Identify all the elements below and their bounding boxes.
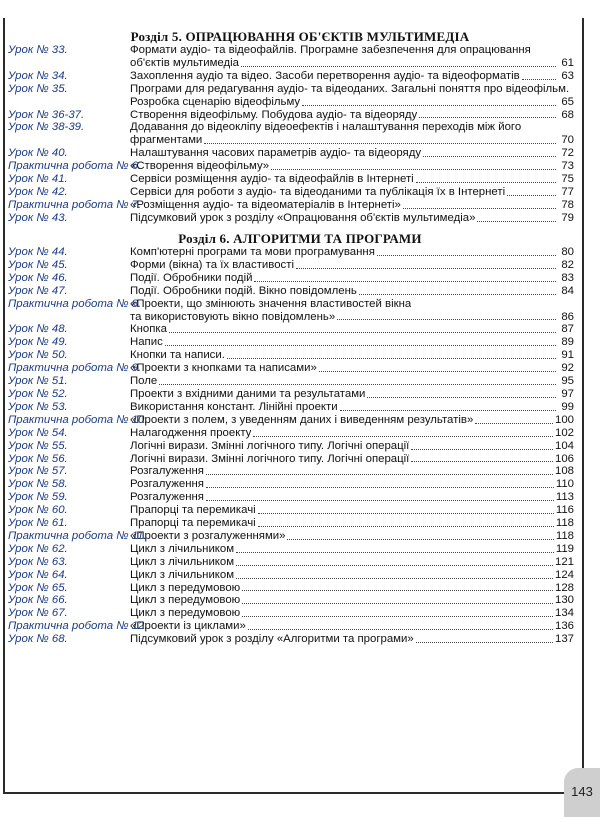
dot-leader (296, 268, 556, 269)
toc-entry (8, 414, 574, 427)
toc-entry (8, 530, 574, 543)
toc-entry-label: Урок № 35. (8, 82, 68, 95)
dot-leader (302, 105, 556, 106)
toc-entry (8, 607, 574, 620)
toc-entry-title: Програми для редагування аудіо- та відеоданих. Загальні поняття про відеофільм. (130, 82, 570, 95)
toc-entry-title: Логічні вирази. Змінні логічного типу. Логічні операції (130, 452, 410, 465)
dot-leader (287, 539, 553, 540)
toc-entry (8, 491, 574, 504)
toc-entry-page: 108 (554, 465, 574, 478)
toc-entry-label: Практична робота № 6. (8, 160, 142, 173)
toc-entry (8, 362, 574, 375)
toc-entry-page: 63 (561, 69, 574, 82)
toc-entry (8, 388, 574, 401)
toc-entry-title: «Проекти з кнопками та написами» (130, 362, 317, 375)
toc-entry-title: Цикл з лічильником (130, 568, 235, 581)
toc-entry-title: Цикл з лічильником (130, 555, 235, 568)
toc-entry-label: Урок № 63. (8, 555, 68, 568)
dot-leader (340, 410, 556, 411)
toc-entry-title: Напис (130, 336, 163, 349)
dot-leader (411, 449, 553, 450)
toc-entry-label: Практична робота № 12. (8, 620, 148, 633)
toc-entry-label: Урок № 52. (8, 387, 68, 400)
dot-leader (241, 66, 556, 67)
toc-entry-page: 136 (554, 620, 574, 633)
toc-entry-title: Поле (130, 375, 158, 388)
toc-entry-page: 83 (561, 271, 574, 284)
dot-leader (236, 578, 553, 579)
toc-entry (8, 556, 574, 569)
dot-leader (236, 565, 553, 566)
toc-entry-page: 80 (561, 246, 574, 258)
section-5-toc (8, 44, 574, 225)
toc-entry-title: Розгалуження (130, 491, 204, 504)
toc-entry-title-continued: фрагментами (130, 134, 203, 147)
toc-entry (8, 465, 574, 478)
toc-entry-page: 121 (554, 555, 574, 568)
dot-leader (416, 642, 553, 643)
toc-entry-title: Створення відеофільму. Побудова аудіо- та відеоряду (130, 108, 418, 121)
toc-entry (8, 272, 574, 285)
toc-entry-title-continued: об'єктів мультимедіа (130, 56, 240, 69)
dot-leader (411, 461, 553, 462)
dot-leader (377, 255, 556, 256)
dot-leader (236, 552, 554, 553)
section-6-toc (8, 246, 574, 646)
toc-entry-title: Логічні вирази. Змінні логічного типу. Логічні операції (130, 439, 410, 452)
toc-entry (8, 323, 574, 336)
toc-entry-label: Урок № 60. (8, 504, 68, 517)
toc-entry-label: Урок № 58. (8, 478, 68, 491)
toc-entry-title: Розгалуження (130, 465, 204, 478)
dot-leader (271, 169, 556, 170)
toc-entry-label: Урок № 53. (8, 400, 68, 413)
dot-leader (169, 332, 556, 333)
dot-leader (258, 526, 554, 527)
toc-entry (8, 173, 574, 186)
toc-entry-title: Кнопки та написи. (130, 349, 225, 362)
toc-entry-title: Цикл з передумовою (130, 594, 241, 607)
section-5-heading: Розділ 5. ОПРАЦЮВАННЯ ОБ'ЄКТІВ МУЛЬТИМЕДІА (130, 29, 470, 44)
toc-entry-page: 102 (554, 426, 574, 439)
toc-entry (8, 212, 574, 225)
toc-entry (8, 83, 574, 109)
toc-entry-label: Урок № 51. (8, 375, 68, 388)
dot-leader (204, 143, 556, 144)
toc-entry (8, 504, 574, 517)
dot-leader (258, 513, 554, 514)
toc-entry-label: Урок № 62. (8, 542, 68, 555)
toc-entry (8, 44, 574, 70)
toc-entry-title: Події. Обробники подій (130, 271, 253, 284)
toc-entry-title: Налагодження проекту (130, 426, 252, 439)
toc-entry-label: Урок № 44. (8, 246, 68, 258)
toc-entry-label: Урок № 47. (8, 284, 68, 297)
toc-entry-title: Додавання до відеокліпу відеоефектів і налаштування переходів між його (130, 121, 522, 134)
toc-entry-title: Цикл з лічильником (130, 542, 235, 555)
toc-entry-page: 89 (561, 336, 574, 349)
dot-leader (242, 590, 553, 591)
toc-entry-title: Цикл з передумовою (130, 607, 241, 620)
toc-entry-label: Урок № 66. (8, 594, 68, 607)
toc-entry-title: Прапорці та перемикачі (130, 517, 256, 530)
toc-entry (8, 70, 574, 83)
toc-entry (8, 620, 574, 633)
page-number-tab: 143 (564, 768, 600, 817)
toc-entry-label: Урок № 65. (8, 581, 68, 594)
toc-entry-label: Урок № 55. (8, 439, 68, 452)
toc-entry-label: Практична робота № 11. (8, 529, 147, 542)
toc-entry-page: 73 (561, 160, 574, 173)
toc-entry (8, 121, 574, 147)
dot-leader (477, 221, 556, 222)
toc-entry-page: 106 (554, 452, 574, 465)
toc-entry (8, 147, 574, 160)
dot-leader (165, 345, 556, 346)
toc-entry-page: 65 (561, 95, 574, 108)
dot-leader (522, 79, 556, 80)
toc-entry-title: Налаштування часових параметрів аудіо- та відеоряду (130, 147, 422, 160)
toc-entry-page: 84 (561, 284, 574, 297)
toc-entry-title: «Розміщення аудіо- та відеоматеріалів в Інтернеті» (130, 198, 401, 211)
toc-entry-label: Практична робота № 9. (8, 362, 142, 375)
toc-entry-page: 95 (561, 375, 574, 388)
toc-entry-title: Цикл з передумовою (130, 581, 241, 594)
toc-entry-page: 61 (561, 56, 574, 69)
toc-entry-page: 87 (561, 323, 574, 336)
toc-entry-label: Урок № 34. (8, 69, 68, 82)
toc-entry-page: 119 (555, 542, 574, 555)
toc-entry-page: 72 (561, 147, 574, 160)
toc-entry-label: Урок № 67. (8, 607, 68, 620)
toc-entry-page: 68 (561, 108, 574, 121)
dot-leader (242, 603, 553, 604)
dot-leader (159, 384, 556, 385)
dot-leader (206, 500, 554, 501)
toc-entry (8, 633, 574, 646)
toc-entry-title: Події. Обробники подій. Вікно повідомлень (130, 284, 357, 297)
toc-entry (8, 160, 574, 173)
toc-entry (8, 440, 574, 453)
toc-entry-page: 99 (561, 400, 574, 413)
toc-entry-page: 100 (554, 413, 574, 426)
dot-leader (507, 195, 556, 196)
dot-leader (319, 371, 556, 372)
toc-entry (8, 453, 574, 466)
toc-entry-label: Урок № 54. (8, 426, 68, 439)
toc-entry-title: Комп'ютерні програми та мови програмування (130, 246, 375, 258)
toc-entry-title: Прапорці та перемикачі (130, 504, 256, 517)
toc-entry (8, 199, 574, 212)
toc-entry-label: Урок № 64. (8, 568, 68, 581)
toc-entry-label: Урок № 42. (8, 185, 68, 198)
dot-leader (419, 117, 556, 118)
toc-entry-label: Урок № 41. (8, 173, 68, 186)
toc-entry-title: «Проекти, що змінюють значення властивостей вікна (130, 297, 412, 310)
toc-entry-label: Урок № 50. (8, 349, 68, 362)
toc-entry-page: 86 (561, 310, 574, 323)
toc-entry-page: 77 (561, 185, 574, 198)
toc-entry-page: 134 (554, 607, 574, 620)
toc-entry-page: 75 (561, 173, 574, 186)
toc-entry (8, 594, 574, 607)
dot-leader (416, 182, 556, 183)
toc-entry-title: Використання констант. Лінійні проекти (130, 400, 338, 413)
toc-entry-page: 97 (561, 387, 574, 400)
toc-entry (8, 298, 574, 324)
toc-entry-title: «Проекти з розгалуженнями» (130, 529, 286, 542)
toc-entry-title: Розгалуження (130, 478, 204, 491)
toc-entry-page: 78 (561, 198, 574, 211)
toc-entry-title-continued: Розробка сценарію відеофільму (130, 95, 301, 108)
toc-entry-label: Практична робота № 7. (8, 198, 142, 211)
toc-entry-label: Урок № 49. (8, 336, 68, 349)
dot-leader (254, 281, 556, 282)
toc-entry (8, 109, 574, 122)
toc-entry (8, 259, 574, 272)
toc-entry-page: 124 (554, 568, 574, 581)
toc-entry-page: 118 (555, 517, 574, 530)
toc-entry-label: Урок № 57. (8, 465, 68, 478)
toc-entry-title: «Створення відеофільму» (130, 160, 270, 173)
toc-entry-page: 92 (561, 362, 574, 375)
toc-entry (8, 543, 574, 556)
toc-entry-page: 110 (555, 478, 574, 491)
dot-leader (403, 208, 556, 209)
toc-entry-label: Урок № 45. (8, 258, 68, 271)
toc-entry-title: Підсумковий урок з розділу «Опрацювання об'єктів мультимедіа» (130, 211, 476, 224)
toc-entry-title: Сервіси для роботи з аудіо- та відеоданими та публікація їх в Інтернеті (130, 185, 506, 198)
toc-entry-label: Урок № 36-37. (8, 108, 85, 121)
toc-entry (8, 285, 574, 298)
toc-entry-page: 128 (554, 581, 574, 594)
toc-entry-label: Урок № 48. (8, 323, 68, 336)
toc-entry-label: Урок № 46. (8, 271, 68, 284)
toc-entry (8, 336, 574, 349)
toc-entry-label: Практична робота № 8. (8, 297, 142, 310)
toc-entry-label: Практична робота № 10. (8, 413, 148, 426)
dot-leader (359, 294, 556, 295)
toc-entry (8, 186, 574, 199)
dot-leader (206, 474, 553, 475)
toc-entry-label: Урок № 56. (8, 452, 68, 465)
dot-leader (475, 423, 553, 424)
toc-entry (8, 401, 574, 414)
toc-entry-page: 118 (555, 529, 574, 542)
dot-leader (337, 319, 556, 320)
toc-entry-title: «Проекти з полем, з уведенням даних і виведенням результатів» (130, 413, 474, 426)
dot-leader (227, 358, 556, 359)
toc-entry-label: Урок № 68. (8, 633, 68, 646)
dot-leader (253, 436, 553, 437)
toc-entry-title: Підсумковий урок з розділу «Алгоритми та програми» (130, 633, 414, 646)
dot-leader (367, 397, 556, 398)
toc-entry-page: 82 (561, 258, 574, 271)
dot-leader (206, 487, 554, 488)
toc-entry-label: Урок № 43. (8, 211, 68, 224)
toc-entry-page: 137 (554, 633, 574, 646)
toc-entry-page: 91 (561, 349, 574, 362)
toc-entry (8, 478, 574, 491)
section-6-heading: Розділ 6. АЛГОРИТМИ ТА ПРОГРАМИ (178, 231, 422, 246)
toc-entry (8, 427, 574, 440)
dot-leader (423, 156, 556, 157)
toc-entry-title: Формати аудіо- та відеофайлів. Програмне забезпечення для опрацювання (130, 44, 531, 56)
toc-entry-page: 116 (555, 504, 574, 517)
toc-entry-label: Урок № 40. (8, 147, 68, 160)
toc-entry-title: Кнопка (130, 323, 167, 336)
toc-entry (8, 582, 574, 595)
toc-entry-page: 79 (561, 211, 574, 224)
toc-entry-page: 113 (555, 491, 574, 504)
toc-entry-title: Проекти з вхідними даними та результатами (130, 387, 366, 400)
toc-entry-title: Захоплення аудіо та відео. Засоби перетворення аудіо- та відеоформатів (130, 69, 520, 82)
toc-entry-label: Урок № 61. (8, 517, 68, 530)
toc-entry (8, 246, 574, 259)
toc-entry (8, 349, 574, 362)
toc-entry (8, 569, 574, 582)
dot-leader (248, 629, 553, 630)
toc-entry-title-continued: та використовують вікно повідомлень» (130, 310, 336, 323)
toc-entry-label: Урок № 33. (8, 44, 68, 56)
toc-entry-label: Урок № 38-39. (8, 121, 85, 134)
toc-entry-title: Сервіси розміщення аудіо- та відеофайлів в Інтернеті (130, 173, 414, 186)
toc-entry-label: Урок № 59. (8, 491, 68, 504)
toc-entry (8, 517, 574, 530)
toc-entry (8, 375, 574, 388)
toc-entry-page: 104 (554, 439, 574, 452)
toc-entry-title: Форми (вікна) та їх властивості (130, 258, 294, 271)
toc-entry-page: 130 (554, 594, 574, 607)
dot-leader (242, 616, 553, 617)
toc-entry-title: «Проекти із циклами» (130, 620, 246, 633)
toc-entry-page: 70 (561, 134, 574, 147)
